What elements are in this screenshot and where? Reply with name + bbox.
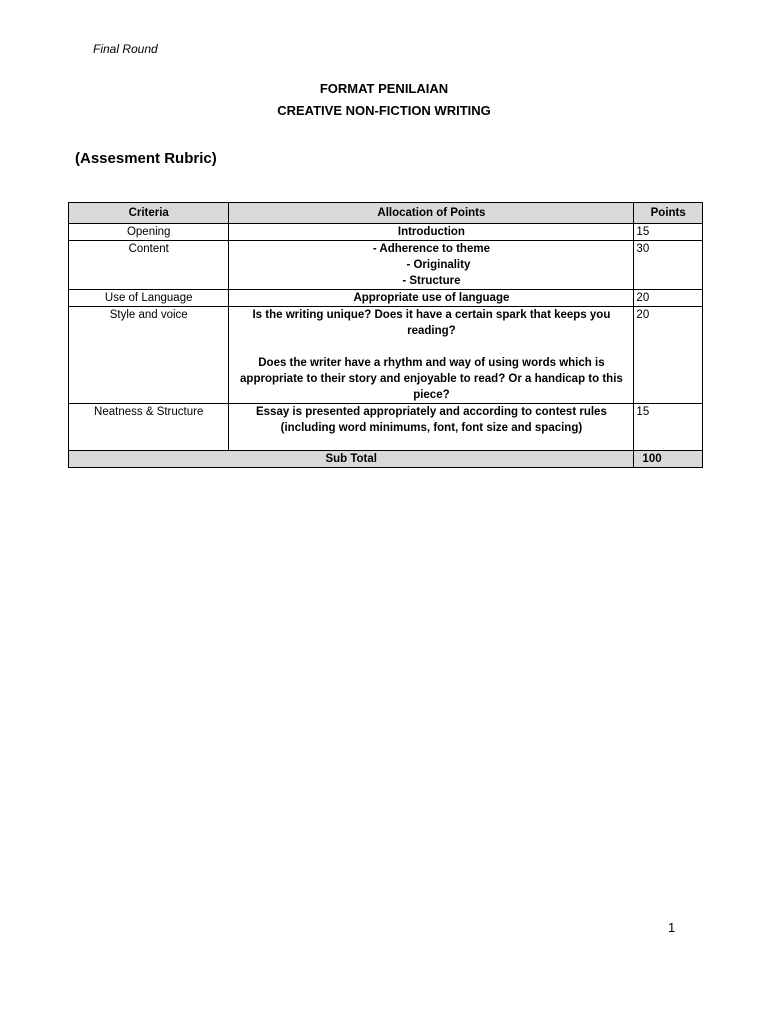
title-line-1: FORMAT PENILAIAN: [319, 81, 449, 96]
allocation-cell: [229, 290, 634, 307]
table-row: [69, 307, 703, 404]
allocation-bullet: - Structure: [402, 275, 461, 287]
points-cell: 15: [634, 224, 703, 241]
subtotal-label: Sub Total: [69, 451, 634, 468]
subtotal-points: 100: [634, 451, 703, 468]
allocation-cell: [229, 224, 634, 241]
subtotal-row: [69, 451, 703, 468]
allocation-cell: [229, 404, 634, 451]
allocation-bullet: - Originality: [406, 259, 471, 271]
criteria-cell: Opening: [69, 224, 229, 241]
allocation-text: Is the writing unique? Does it have a certain spark that keeps you reading?: [252, 309, 611, 337]
rubric-subtitle: (Assesment Rubric): [75, 150, 217, 167]
header-allocation: Allocation of Points: [229, 203, 634, 224]
table-header-row: [69, 203, 703, 224]
allocation-bullet: - Adherence to theme: [372, 243, 490, 255]
allocation-text: Appropriate use of language: [353, 292, 510, 304]
points-cell: 20: [634, 307, 703, 404]
allocation-text: Does the writer have a rhythm and way of using words which is appropriate to their story and enjoyable to read? Or a handicap to this piece?: [240, 357, 623, 401]
criteria-cell: Neatness & Structure: [69, 404, 229, 451]
header-points: Points: [634, 203, 703, 224]
criteria-cell: Style and voice: [69, 307, 229, 404]
header-note: Final Round: [93, 42, 158, 56]
assessment-rubric-table: [68, 202, 703, 468]
allocation-cell: [229, 241, 634, 290]
allocation-text: Introduction: [397, 226, 465, 238]
page-number: 1: [668, 920, 676, 935]
allocation-text: Essay is presented appropriately and according to contest rules (including word minimums, font, font size and spacing): [255, 406, 607, 434]
table-row: [69, 224, 703, 241]
points-cell: 15: [634, 404, 703, 451]
criteria-cell: Content: [69, 241, 229, 290]
title-line-2: CREATIVE NON-FICTION WRITING: [277, 103, 491, 118]
criteria-cell: Use of Language: [69, 290, 229, 307]
table-row: [69, 290, 703, 307]
allocation-cell: [229, 307, 634, 404]
table-row: [69, 241, 703, 290]
header-criteria: Criteria: [69, 203, 229, 224]
document-title: [0, 78, 768, 122]
points-cell: 20: [634, 290, 703, 307]
points-cell: 30: [634, 241, 703, 290]
table-row: [69, 404, 703, 451]
paragraph-gap: [231, 339, 631, 355]
